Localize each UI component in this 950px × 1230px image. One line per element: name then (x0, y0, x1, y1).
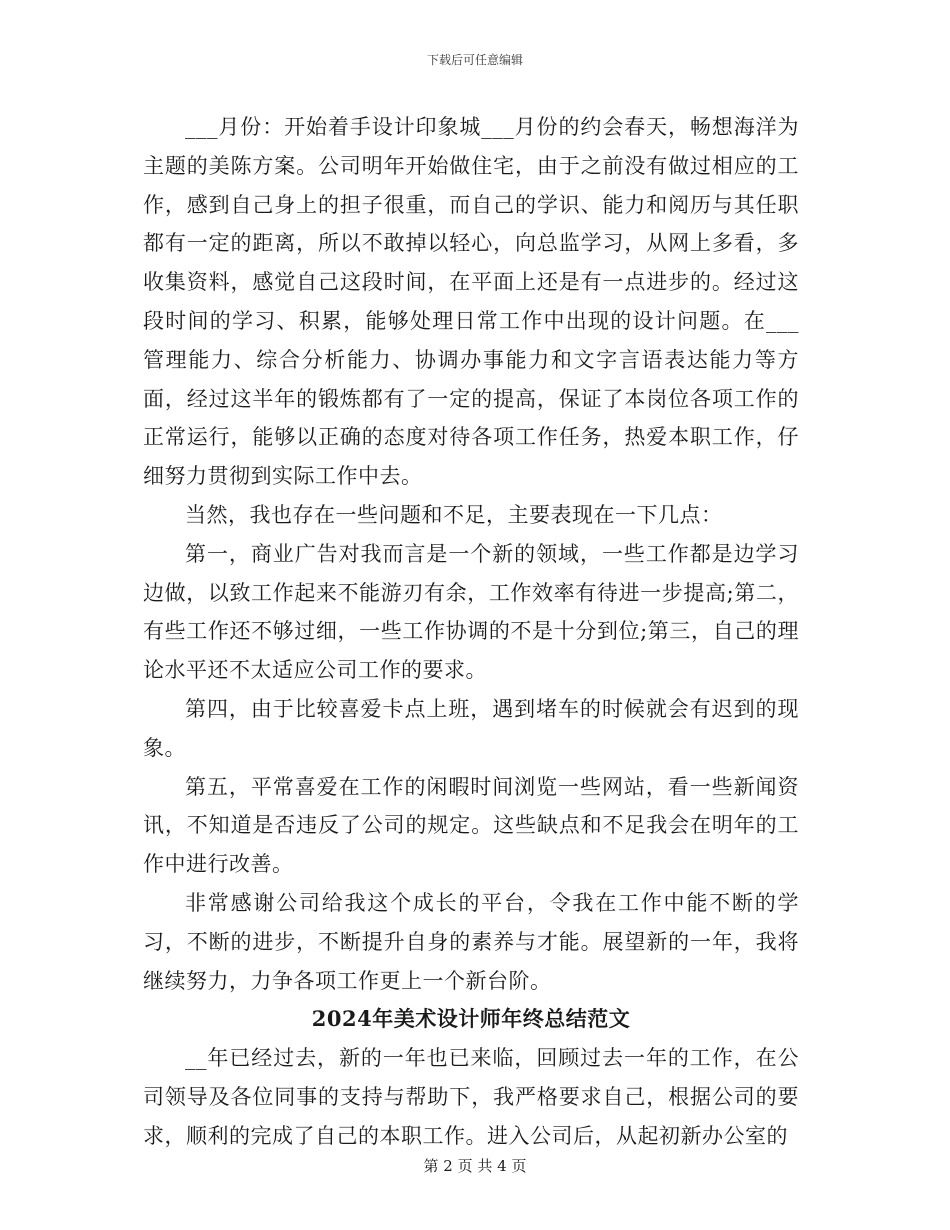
paragraph: 第五，平常喜爱在工作的闲暇时间浏览一些网站，看一些新闻资讯，不知道是否违反了公司的规定。这些缺点和不足我会在明年的工作中进行改善。 (143, 774, 799, 877)
paragraph: 第一，商业广告对我而言是一个新的领域，一些工作都是边学习边做，以致工作起来不能游刃有余，工作效率有待进一步提高;第二，有些工作还不够过细，一些工作协调的不是十分到位;第三，自己的理论水平还不太适应公司工作的要求。 (143, 541, 799, 683)
paragraph: __年已经过去，新的一年也已来临，回顾过去一年的工作，在公司领导及各位同事的支持与帮助下，我严格要求自己，根据公司的要求，顺利的完成了自己的本职工作。进入公司后，从起初新办公室的 (143, 1046, 799, 1148)
section-title: 2024年美术设计师年终总结范文 (311, 1006, 631, 1032)
document-body (143, 108, 799, 1156)
paragraph: 当然，我也存在一些问题和不足，主要表现在一下几点： (185, 502, 723, 527)
page-number: 第 2 页 共 4 页 (423, 1157, 527, 1175)
paragraph: 非常感谢公司给我这个成长的平台，令我在工作中能不断的学习，不断的进步，不断提升自身的素养与才能。展望新的一年，我将继续努力，力争各项工作更上一个新台阶。 (143, 890, 799, 993)
paragraph: ___月份：开始着手设计印象城___月份的约会春天，畅想海洋为主题的美陈方案。公司明年开始做住宅，由于之前没有做过相应的工作，感到自己身上的担子很重，而自己的学识、能力和阅历与其任职都有一定的距离，所以不敢掉以轻心，向总监学习，从网上多看，多收集资料，感觉自己这段时间，在平面上还是有一点进步的。经过这段时间的学习、积累，能够处理日常工作中出现的设计问题。在___管理能力、综合分析能力、协调办事能力和文字言语表达能力等方面，经过这半年的锻炼都有了一定的提高，保证了本岗位各项工作的正常运行，能够以正确的态度对待各项工作任务，热爱本职工作，仔细努力贯彻到实际工作中去。 (143, 115, 799, 489)
paragraph: 第四，由于比较喜爱卡点上班，遇到堵车的时候就会有迟到的现象。 (143, 696, 799, 760)
page-header-note: 下载后可任意编辑 (426, 53, 523, 67)
